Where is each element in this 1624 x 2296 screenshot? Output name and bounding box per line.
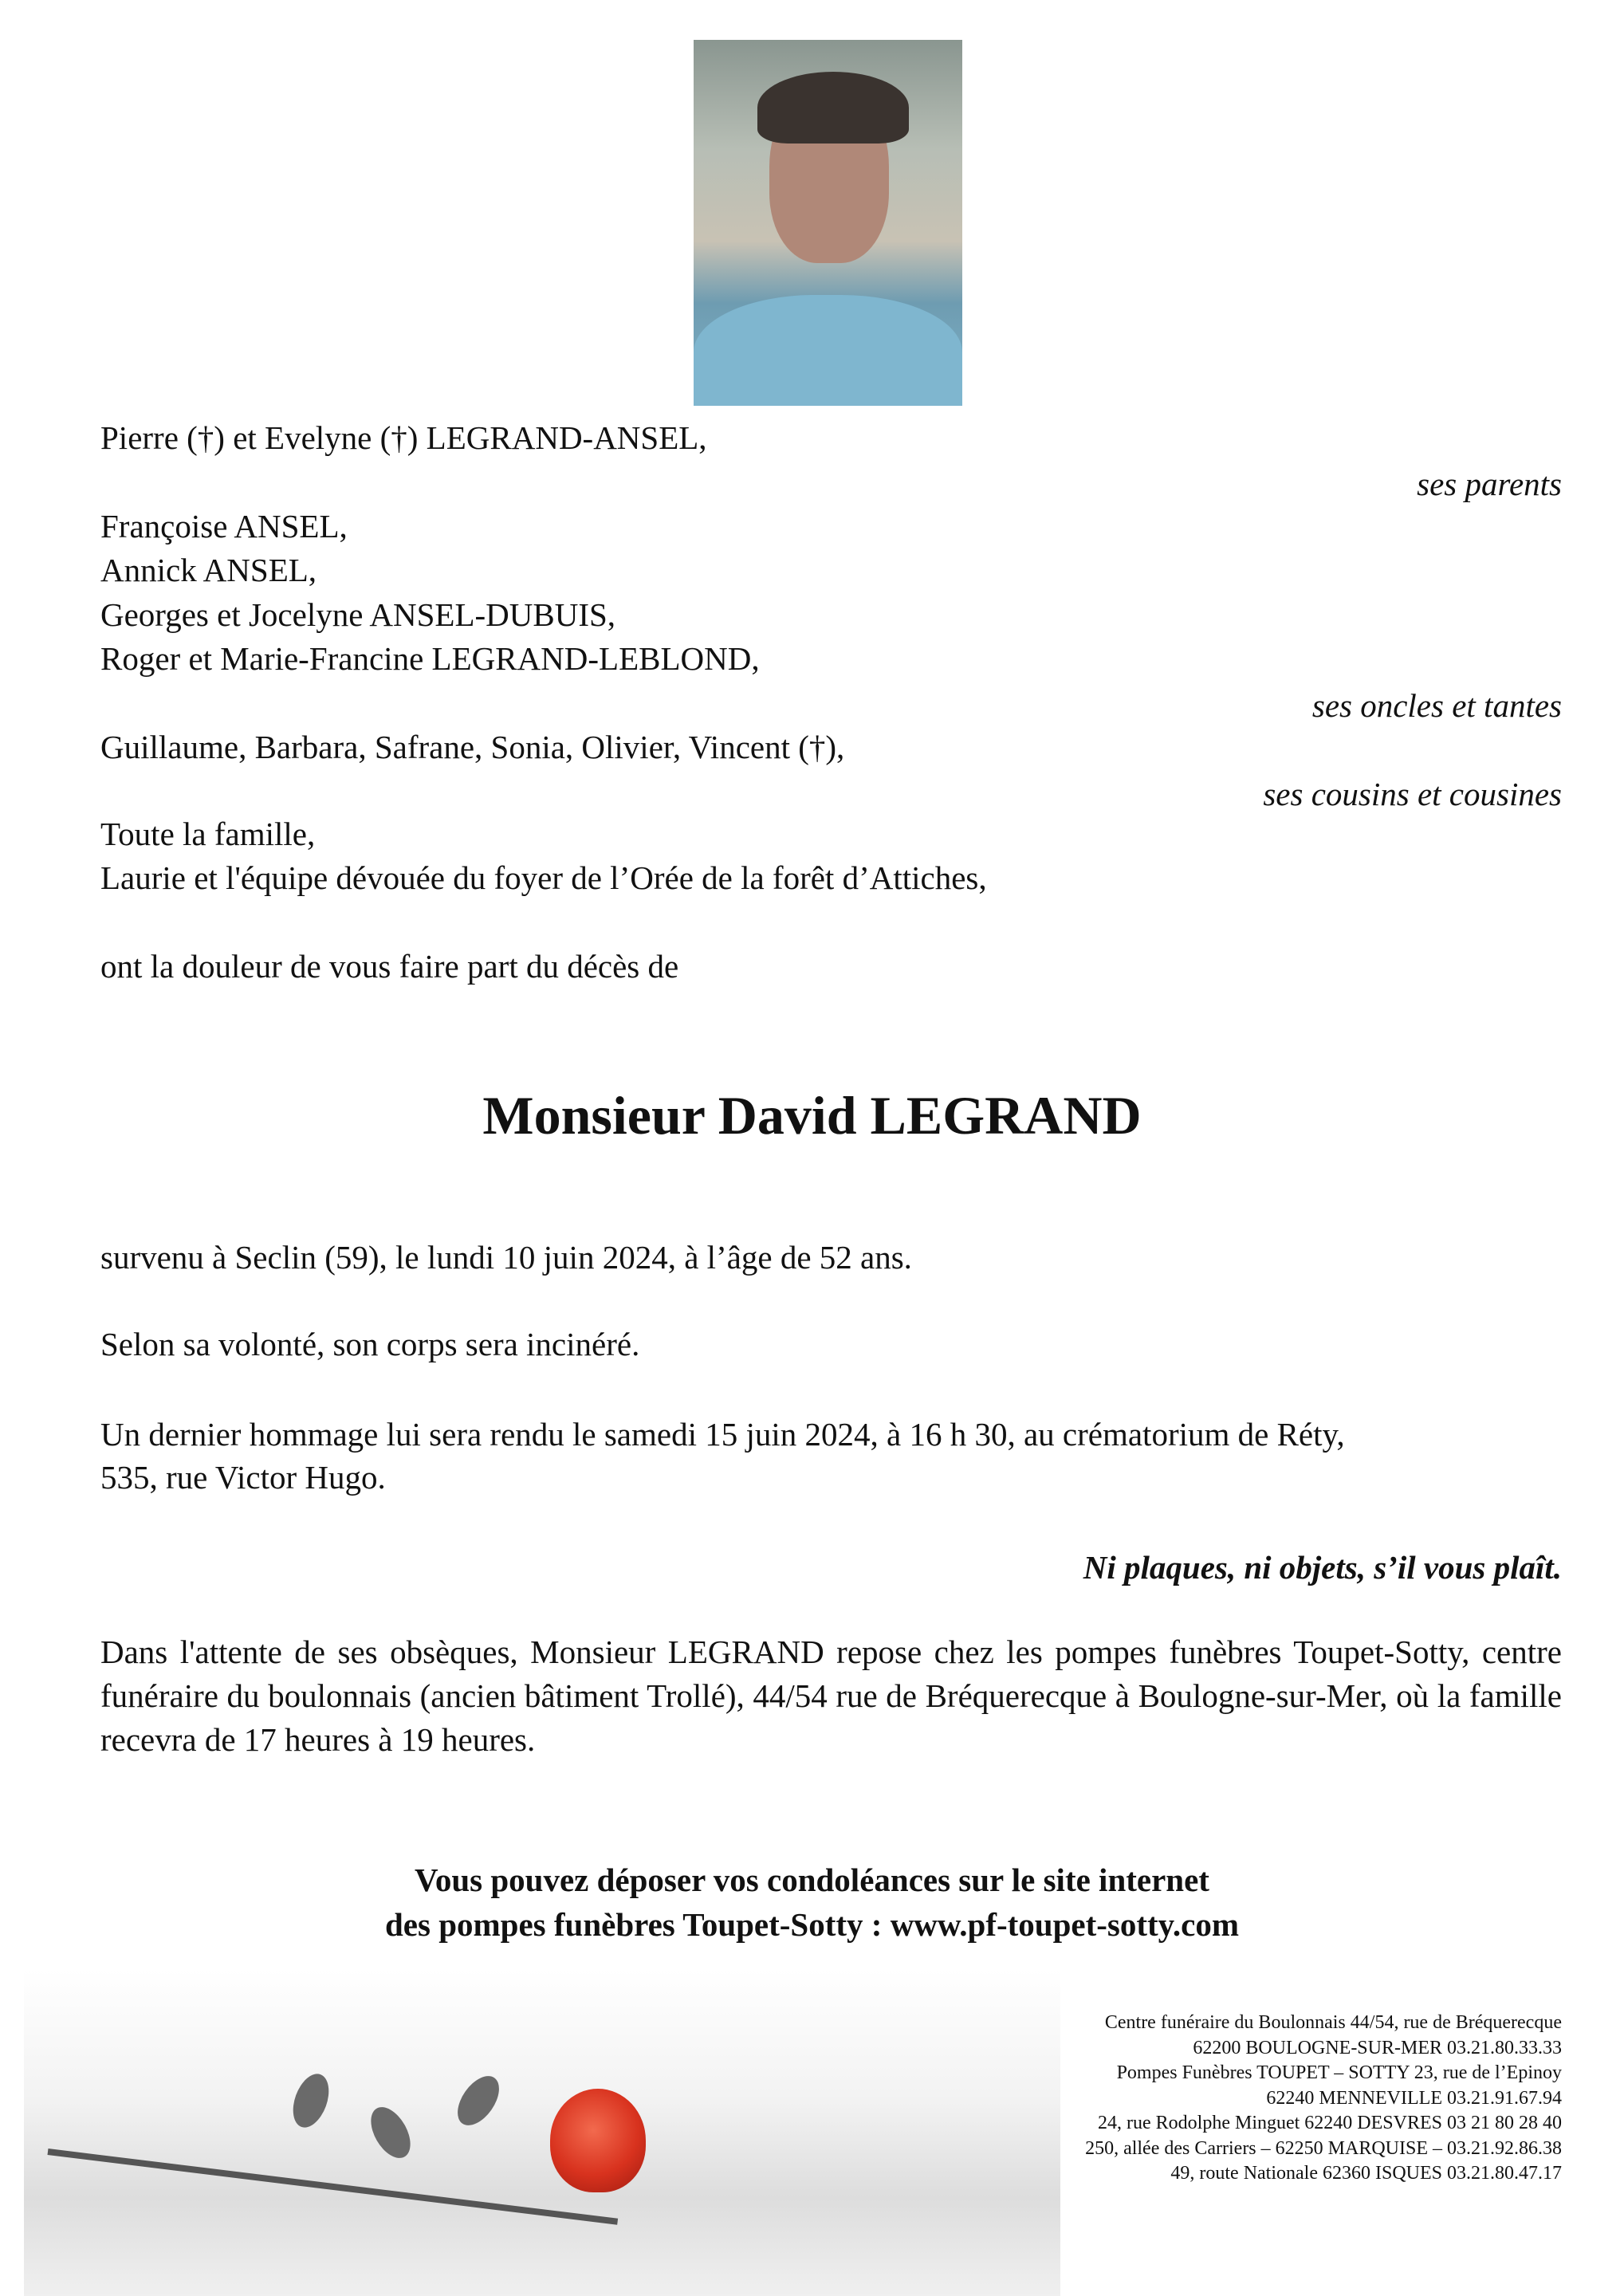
condolences-line[interactable]: des pompes funèbres Toupet-Sotty : www.pf-toupet-sotty.com (385, 1906, 1239, 1943)
address-line: 62200 BOULOGNE-SUR-MER 03.21.80.33.33 (1193, 2037, 1562, 2058)
address-line: 250, allée des Carriers – 62250 MARQUISE – 03.21.92.86.38 (1085, 2137, 1562, 2159)
address-line: 24, rue Rodolphe Minguet 62240 DESVRES 03 21 80 28 40 (1098, 2113, 1562, 2133)
uncles-label: ses oncles et tantes (1311, 687, 1562, 724)
address-line: Centre funéraire du Boulonnais 44/54, rue de Bréquerecque (1104, 2012, 1562, 2033)
uncle-line: Françoise ANSEL, (100, 508, 348, 545)
family-line: Laurie et l'équipe dévouée du foyer de l’Orée de la forêt d’Attiches, (100, 859, 987, 896)
uncle-line: Annick ANSEL, (100, 552, 317, 588)
cremation-wish: Selon sa volonté, son corps sera incinéré. (100, 1326, 640, 1362)
family-line: Toute la famille, (100, 816, 316, 852)
funeral-home-addresses (1085, 2011, 1562, 2187)
parents-names: Pierre (†) et Evelyne (†) LEGRAND-ANSEL, (100, 419, 707, 456)
rose-icon (550, 2089, 646, 2192)
death-details: survenu à Seclin (59), le lundi 10 juin 2024, à l’âge de 52 ans. (100, 1239, 912, 1276)
portrait-photo (694, 40, 962, 406)
parents-label: ses parents (1417, 466, 1562, 502)
photo-shirt (694, 295, 962, 406)
condolences-line: Vous pouvez déposer vos condoléances sur le site internet (415, 1862, 1209, 1898)
ceremony-line: 535, rue Victor Hugo. (100, 1459, 386, 1496)
uncle-line: Roger et Marie-Francine LEGRAND-LEBLOND, (100, 640, 760, 677)
address-line: Pompes Funèbres TOUPET – SOTTY 23, rue de l’Epinoy (1116, 2062, 1562, 2083)
announcement: ont la douleur de vous faire part du décès de (100, 948, 679, 985)
cousins-names: Guillaume, Barbara, Safrane, Sonia, Olivier, Vincent (†), (100, 729, 845, 765)
deceased-name: Monsieur David LEGRAND (482, 1085, 1142, 1146)
beach-background (24, 1969, 1060, 2296)
condolences-note (0, 1858, 1624, 1947)
ceremony-line: Un dernier hommage lui sera rendu le samedi 15 juin 2024, à 16 h 30, au crématorium de Réty, (100, 1416, 1345, 1453)
address-line: 62240 MENNEVILLE 03.21.91.67.94 (1266, 2087, 1562, 2109)
no-flowers-note: Ni plaques, ni objets, s’il vous plaît. (1083, 1549, 1562, 1586)
cousins-label: ses cousins et cousines (1263, 776, 1562, 812)
address-line: 49, route Nationale 62360 ISQUES 03.21.80.47.17 (1170, 2163, 1562, 2184)
rest-info: Dans l'attente de ses obsèques, Monsieur LEGRAND repose chez les pompes funèbres Toupet-Sotty, centre funéraire du boulonnais (ancien bâtiment Trollé), 44/54 rue de Bréquerecque à Boulogne-sur-Mer, où la famille recevra de 17 heures à 19 heures. (100, 1634, 1562, 1758)
uncle-line: Georges et Jocelyne ANSEL-DUBUIS, (100, 596, 616, 633)
photo-hair (757, 72, 909, 144)
